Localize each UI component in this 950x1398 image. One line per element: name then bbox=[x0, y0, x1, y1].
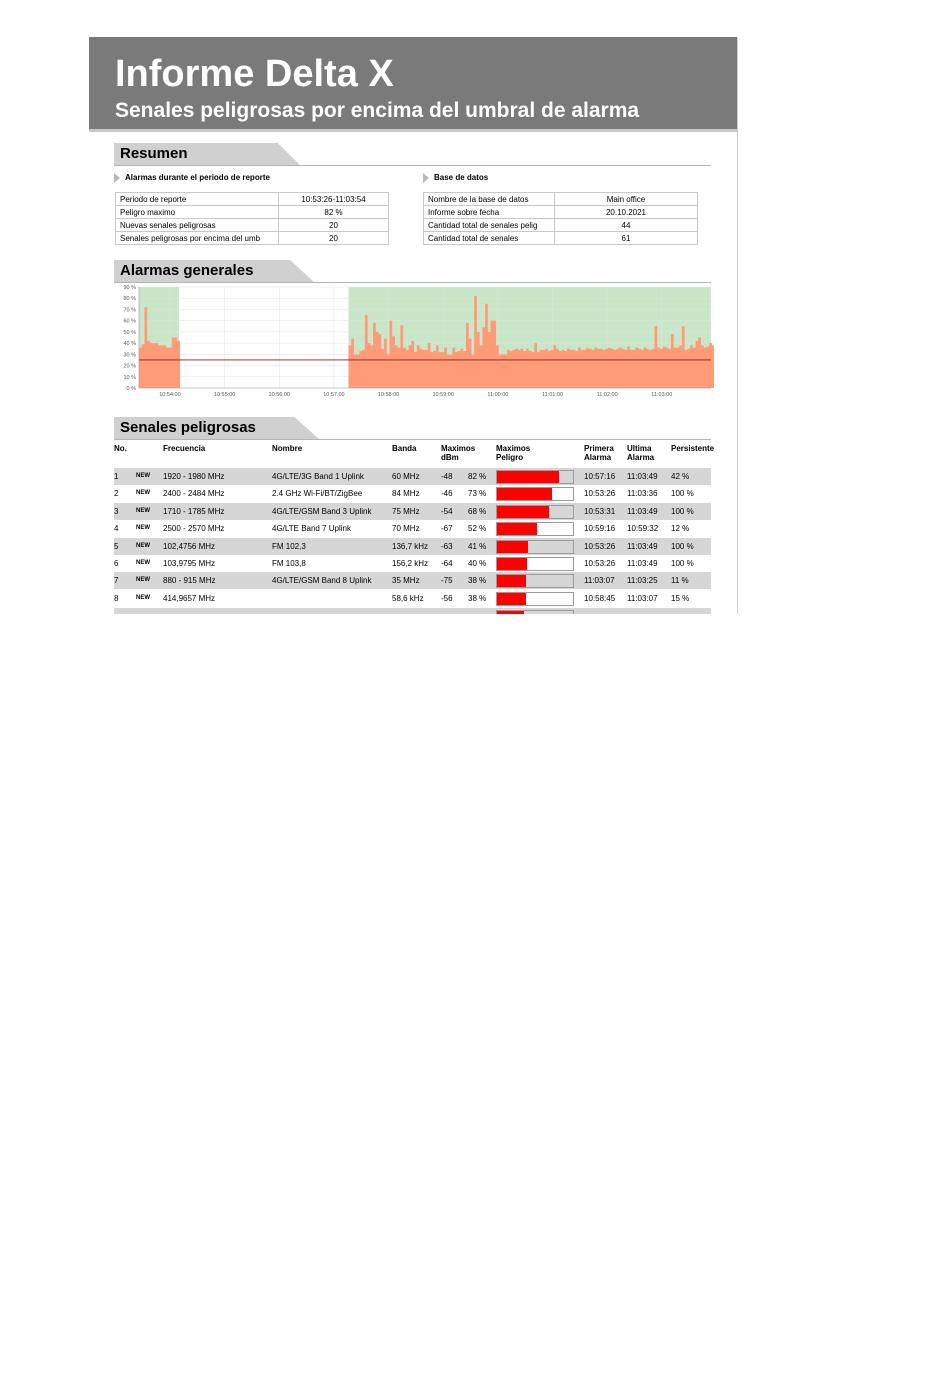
row-nombre: 4G/LTE/GSM Band 8 Uplink bbox=[272, 576, 372, 586]
row-banda: 58,6 kHz bbox=[392, 593, 424, 603]
table-row bbox=[424, 232, 698, 245]
kv-value: 20.10.2021 bbox=[555, 206, 698, 219]
row-dbm: -67 bbox=[441, 524, 453, 534]
row-banda: 35 MHz bbox=[392, 576, 420, 586]
row-dbm: -64 bbox=[441, 559, 453, 568]
row-number: 2 bbox=[114, 489, 119, 499]
row-persistente: 12 % bbox=[671, 524, 690, 534]
col-primera-alarma: Primera Alarma bbox=[584, 444, 614, 462]
row-persistente: 15 % bbox=[671, 593, 690, 603]
row-peligro: 38 % bbox=[468, 593, 487, 603]
row-dbm: -63 bbox=[441, 541, 453, 551]
section-alarmas-header bbox=[114, 260, 711, 283]
row-primera: 10:57:16 bbox=[584, 472, 616, 481]
row-banda: 84 MHz bbox=[392, 489, 420, 499]
row-number: 3 bbox=[114, 506, 119, 516]
kv-label: Periodo de reporte bbox=[116, 193, 279, 206]
row-peligro: 41 % bbox=[468, 541, 487, 551]
kv-label: Nombre de la base de datos bbox=[424, 193, 555, 206]
peligro-bar-fill bbox=[497, 523, 537, 535]
row-peligro: 38 % bbox=[468, 576, 487, 586]
row-banda: 70 MHz bbox=[392, 524, 420, 534]
row-primera: 10:53:26 bbox=[584, 559, 616, 568]
row-ultima: 11:03:49 bbox=[627, 541, 658, 551]
peligro-bar bbox=[496, 610, 574, 614]
kv-label: Senales peligrosas por encima del umb bbox=[116, 232, 279, 245]
row-dbm: -56 bbox=[441, 593, 453, 603]
kv-label: Cantidad total de senales bbox=[424, 232, 555, 245]
y-tick-label: 90 % bbox=[123, 285, 136, 291]
kv-value: 10:53:26-11:03:54 bbox=[279, 193, 389, 206]
row-persistente: 11 % bbox=[671, 576, 689, 586]
col-frecuencia: Frecuencia bbox=[163, 444, 206, 453]
new-badge: NEW bbox=[136, 490, 150, 497]
row-nombre: 4G/LTE/GSM Band 3 Uplink bbox=[272, 506, 372, 516]
table-row bbox=[114, 468, 711, 485]
table-row bbox=[114, 572, 711, 589]
row-dbm: -75 bbox=[441, 576, 453, 586]
row-nombre: FM 103,8 bbox=[272, 559, 306, 568]
row-banda: 136,7 kHz bbox=[392, 541, 429, 551]
row-ultima: 11:03:49 bbox=[627, 472, 658, 481]
row-persistente: 42 % bbox=[671, 472, 690, 481]
row-number: 7 bbox=[114, 576, 119, 586]
table-row bbox=[116, 219, 389, 232]
section-resumen-header bbox=[114, 143, 711, 166]
col-maximos-dbm: Maximos dBm bbox=[441, 444, 476, 462]
peligro-bar bbox=[496, 487, 574, 501]
row-peligro: 68 % bbox=[468, 506, 487, 516]
row-number: 6 bbox=[114, 559, 119, 568]
x-tick-label: 10:59:00 bbox=[432, 392, 454, 398]
x-tick-label: 10:54:00 bbox=[159, 392, 181, 398]
kv-value: 82 % bbox=[279, 206, 389, 219]
peligro-bar-fill bbox=[497, 541, 528, 553]
row-nombre: 2.4 GHz Wi-Fi/BT/ZigBee bbox=[272, 489, 363, 499]
peligro-bar-fill bbox=[497, 593, 526, 605]
peligro-bar-fill bbox=[497, 471, 559, 483]
row-primera: 10:53:31 bbox=[584, 506, 616, 516]
x-tick-label: 11:00:00 bbox=[487, 392, 509, 398]
row-frecuencia: 414,9657 MHz bbox=[163, 593, 216, 603]
row-nombre: 4G/LTE Band 7 Uplink bbox=[272, 524, 352, 534]
peligro-bar-fill bbox=[497, 488, 552, 500]
peligro-bar bbox=[496, 592, 574, 606]
report-subtitle: Senales peligrosas por encima del umbral de alarma bbox=[115, 99, 640, 122]
row-frecuencia: 2400 - 2484 MHz bbox=[163, 489, 225, 499]
col-banda: Banda bbox=[392, 444, 417, 453]
row-primera: 11:03:07 bbox=[584, 576, 615, 586]
peligro-bar bbox=[496, 540, 574, 554]
peligro-bar bbox=[496, 557, 574, 571]
col-persistente: Persistente bbox=[671, 444, 715, 453]
report-title: Informe Delta X bbox=[115, 53, 394, 95]
kv-value: 44 bbox=[555, 219, 698, 232]
peligro-bar bbox=[496, 574, 574, 588]
new-badge: NEW bbox=[136, 525, 150, 532]
row-ultima: 10:59:32 bbox=[627, 524, 659, 534]
new-badge: NEW bbox=[136, 507, 150, 514]
row-number: 8 bbox=[114, 593, 119, 603]
col-ultima-alarma: Ultima Alarma bbox=[627, 444, 655, 462]
row-frecuencia: 103,9795 MHz bbox=[163, 559, 216, 568]
table-row bbox=[424, 219, 698, 232]
y-tick-label: 50 % bbox=[123, 329, 136, 336]
row-dbm: -46 bbox=[441, 489, 453, 499]
row-banda: 75 MHz bbox=[392, 506, 420, 516]
x-tick-label: 10:55:00 bbox=[213, 392, 236, 398]
table-row bbox=[114, 485, 711, 502]
row-number: 4 bbox=[114, 524, 119, 534]
peligro-bar bbox=[496, 505, 574, 519]
section-senales-title: Senales peligrosas bbox=[120, 419, 256, 436]
y-tick-label: 10 % bbox=[123, 374, 136, 381]
y-tick-label: 70 % bbox=[123, 307, 136, 314]
table-row bbox=[114, 590, 711, 607]
table-row bbox=[424, 193, 698, 206]
kv-label: Nuevas senales peligrosas bbox=[116, 219, 279, 232]
row-frecuencia: 1710 - 1785 MHz bbox=[163, 506, 225, 516]
peligro-bar bbox=[496, 470, 574, 484]
row-nombre: FM 102,3 bbox=[272, 541, 306, 551]
x-tick-label: 10:57:00 bbox=[323, 392, 345, 398]
y-tick-label: 80 % bbox=[123, 296, 136, 303]
row-primera: 10:59:16 bbox=[584, 524, 616, 534]
row-dbm: -54 bbox=[441, 506, 453, 516]
x-tick-label: 10:58:00 bbox=[377, 392, 400, 398]
row-persistente: 100 % bbox=[671, 559, 694, 568]
row-frecuencia: 880 - 915 MHz bbox=[163, 576, 216, 586]
y-tick-label: 20 % bbox=[123, 363, 136, 370]
new-badge: NEW bbox=[136, 542, 150, 549]
peligro-bar bbox=[496, 522, 574, 536]
table-row bbox=[114, 520, 711, 537]
kv-value: 61 bbox=[555, 232, 698, 245]
table-row-cutoff bbox=[114, 608, 711, 614]
row-frecuencia: 2500 - 2570 MHz bbox=[163, 524, 225, 534]
row-persistente: 100 % bbox=[671, 489, 694, 499]
new-badge: NEW bbox=[136, 577, 150, 584]
resumen-left-table bbox=[115, 192, 389, 245]
row-ultima: 11:03:25 bbox=[627, 576, 658, 586]
row-primera: 10:58:45 bbox=[584, 593, 616, 603]
x-tick-label: 10:56:00 bbox=[268, 392, 290, 398]
kv-value: Main office bbox=[555, 193, 698, 206]
resumen-right-subheading: Base de datos bbox=[423, 173, 488, 183]
y-tick-label: 0 % bbox=[126, 386, 136, 392]
col-maximos-peligro: Maximos Peligro bbox=[496, 444, 531, 462]
row-persistente: 100 % bbox=[671, 541, 694, 551]
table-row bbox=[116, 206, 389, 219]
table-row bbox=[116, 232, 389, 245]
y-tick-label: 30 % bbox=[123, 352, 136, 359]
section-senales-header bbox=[114, 417, 711, 440]
y-tick-label: 60 % bbox=[123, 318, 136, 325]
kv-label: Cantidad total de senales pelig bbox=[424, 219, 555, 232]
kv-label: Peligro maximo bbox=[116, 206, 279, 219]
x-tick-label: 11:01:00 bbox=[542, 392, 564, 398]
table-row bbox=[114, 503, 711, 520]
row-dbm: -48 bbox=[441, 472, 453, 481]
row-peligro: 82 % bbox=[468, 472, 487, 481]
report-header bbox=[89, 37, 737, 132]
row-ultima: 11:03:07 bbox=[627, 593, 658, 603]
new-badge: NEW bbox=[136, 473, 150, 479]
triangle-icon bbox=[114, 173, 120, 183]
x-tick-label: 11:03:00 bbox=[651, 392, 673, 398]
table-row bbox=[114, 555, 711, 572]
peligro-bar-fill bbox=[497, 558, 527, 570]
row-peligro: 40 % bbox=[468, 559, 487, 568]
new-badge: NEW bbox=[136, 594, 150, 601]
signals-table-header bbox=[114, 444, 715, 466]
row-peligro: 52 % bbox=[468, 524, 487, 534]
row-primera: 10:53:26 bbox=[584, 489, 616, 499]
row-nombre: 4G/LTE/3G Band 1 Uplink bbox=[272, 472, 364, 481]
triangle-icon bbox=[423, 173, 429, 183]
y-tick-label: 40 % bbox=[123, 341, 136, 348]
col-nombre: Nombre bbox=[272, 444, 303, 453]
row-ultima: 11:03:49 bbox=[627, 559, 658, 568]
peligro-bar-fill bbox=[497, 575, 526, 587]
table-row bbox=[116, 193, 389, 206]
row-ultima: 11:03:36 bbox=[627, 489, 658, 499]
x-tick-label: 11:02:00 bbox=[596, 392, 618, 398]
row-peligro: 73 % bbox=[468, 489, 487, 499]
table-row bbox=[424, 206, 698, 219]
section-alarmas-title: Alarmas generales bbox=[120, 262, 254, 279]
row-number: 5 bbox=[114, 541, 119, 551]
kv-value: 20 bbox=[279, 232, 389, 245]
peligro-bar-fill bbox=[497, 506, 549, 518]
section-resumen-title: Resumen bbox=[120, 145, 188, 162]
row-banda: 156,2 kHz bbox=[392, 559, 429, 568]
report-page bbox=[89, 37, 738, 614]
alarm-chart bbox=[114, 282, 714, 402]
row-persistente: 100 % bbox=[671, 506, 694, 516]
row-number: 1 bbox=[114, 472, 119, 481]
new-badge: NEW bbox=[136, 560, 150, 566]
row-primera: 10:53:26 bbox=[584, 541, 616, 551]
row-frecuencia: 1920 - 1980 MHz bbox=[163, 472, 225, 481]
kv-value: 20 bbox=[279, 219, 389, 232]
resumen-right-table bbox=[423, 192, 698, 245]
kv-label: Informe sobre fecha bbox=[424, 206, 555, 219]
row-ultima: 11:03:49 bbox=[627, 506, 658, 516]
row-frecuencia: 102,4756 MHz bbox=[163, 541, 216, 551]
row-banda: 60 MHz bbox=[392, 472, 420, 481]
table-row bbox=[114, 538, 711, 555]
resumen-left-subheading: Alarmas durante el periodo de reporte bbox=[114, 173, 270, 183]
col-no: No. bbox=[114, 444, 127, 453]
